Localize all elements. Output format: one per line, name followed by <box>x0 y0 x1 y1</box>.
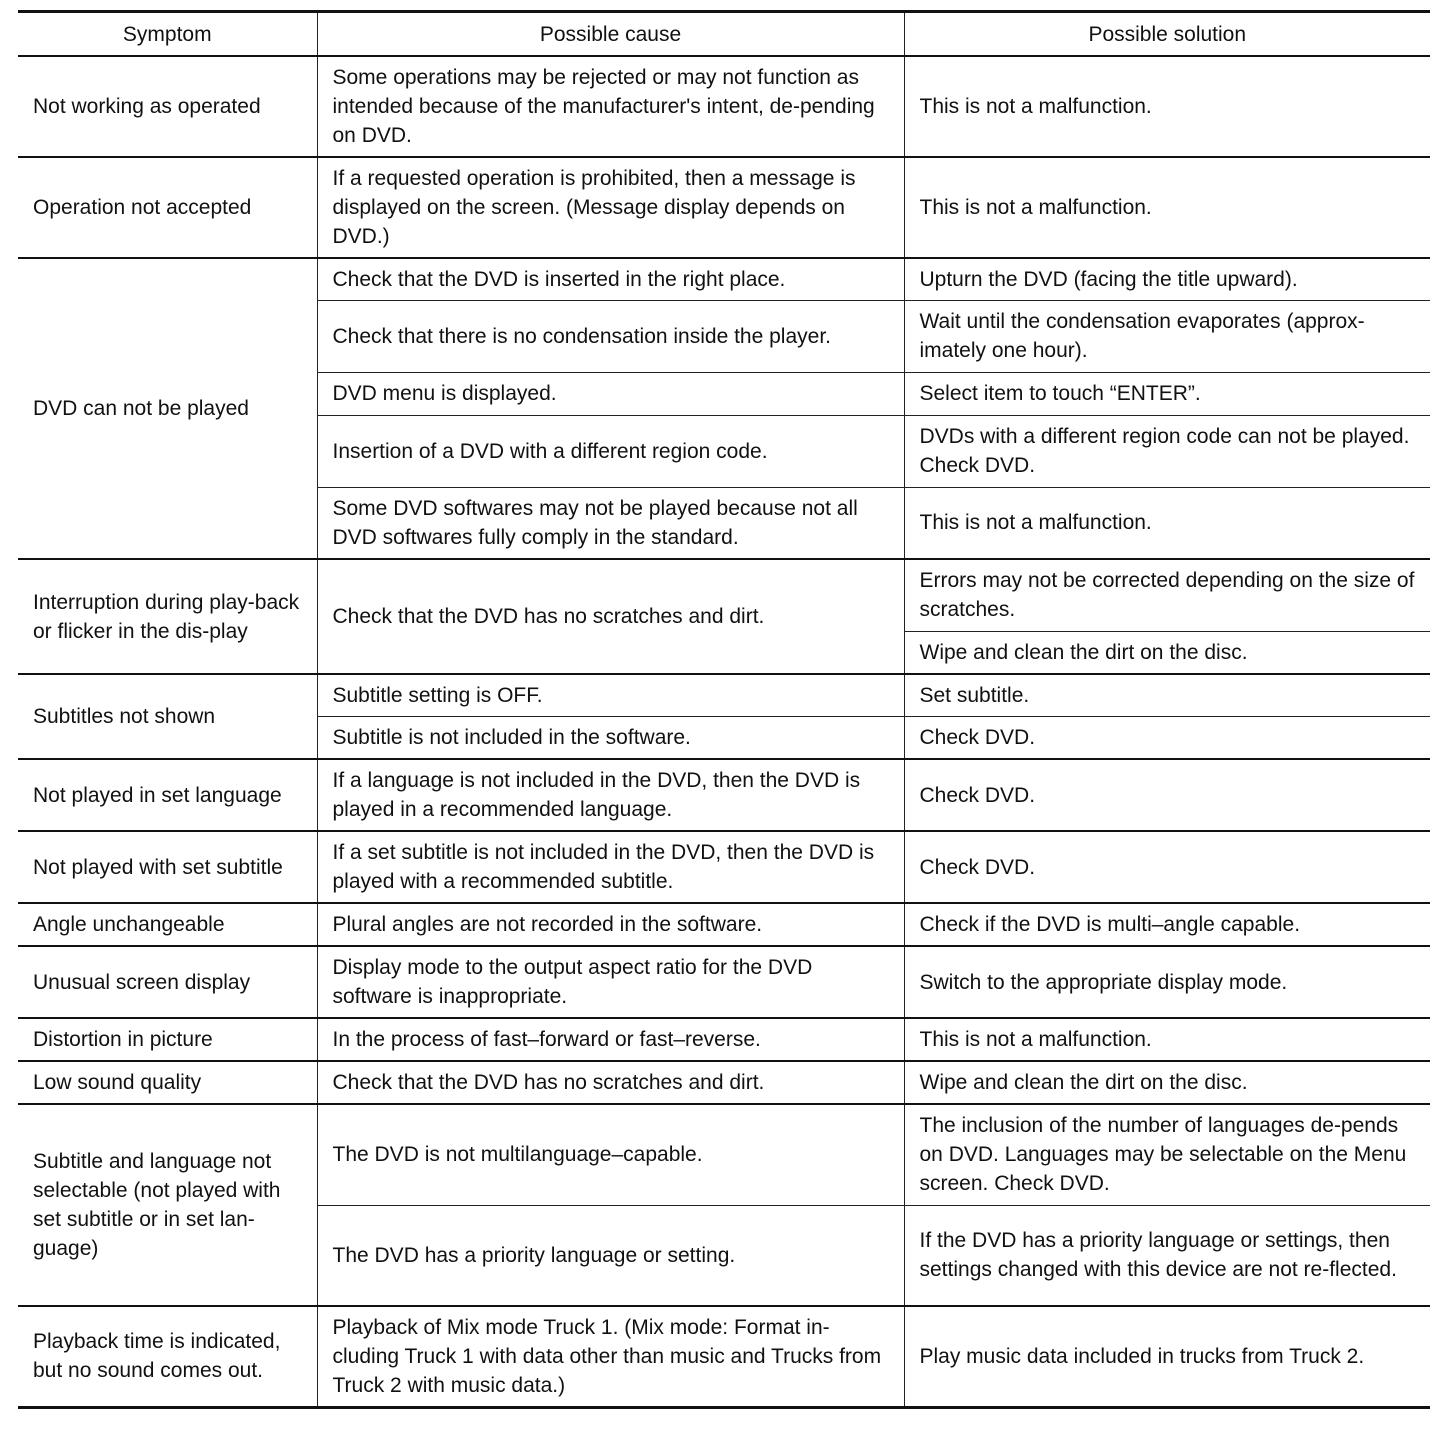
solution-cell: This is not a malfunction. <box>904 487 1430 559</box>
table-row <box>18 674 1430 716</box>
symptom-cell: Low sound quality <box>18 1061 317 1104</box>
troubleshooting-table <box>18 10 1430 1409</box>
solution-cell: DVDs with a different region code can not be played. Check DVD. <box>904 415 1430 487</box>
table-row <box>18 1061 1430 1104</box>
cause-cell: If a language is not included in the DVD, then the DVD is played in a recommended language. <box>317 759 904 831</box>
solution-cell: Play music data included in trucks from Truck 2. <box>904 1306 1430 1407</box>
header-symptom: Symptom <box>18 12 317 57</box>
cause-cell: If a set subtitle is not included in the DVD, then the DVD is played with a recommended subtitle. <box>317 831 904 903</box>
solution-cell: Switch to the appropriate display mode. <box>904 946 1430 1018</box>
table-row <box>18 903 1430 946</box>
symptom-cell: Subtitles not shown <box>18 674 317 759</box>
symptom-cell: Unusual screen display <box>18 946 317 1018</box>
table-row <box>18 831 1430 903</box>
symptom-cell: Not working as operated <box>18 56 317 157</box>
solution-cell: Upturn the DVD (facing the title upward). <box>904 258 1430 300</box>
solution-cell: This is not a malfunction. <box>904 1018 1430 1061</box>
solution-cell: Set subtitle. <box>904 674 1430 716</box>
symptom-cell: Distortion in picture <box>18 1018 317 1061</box>
solution-cell: Check DVD. <box>904 716 1430 759</box>
cause-cell: The DVD is not multilanguage–capable. <box>317 1104 904 1205</box>
symptom-cell: Playback time is indicated, but no sound comes out. <box>18 1306 317 1407</box>
solution-cell: Wipe and clean the dirt on the disc. <box>904 631 1430 674</box>
table-row <box>18 56 1430 157</box>
solution-cell: Check if the DVD is multi–angle capable. <box>904 903 1430 946</box>
symptom-cell: Angle unchangeable <box>18 903 317 946</box>
solution-cell: This is not a malfunction. <box>904 56 1430 157</box>
cause-cell: Insertion of a DVD with a different region code. <box>317 415 904 487</box>
table-row <box>18 759 1430 831</box>
cause-cell: Check that there is no condensation inside the player. <box>317 300 904 372</box>
table-row <box>18 559 1430 631</box>
cause-cell: Some DVD softwares may not be played because not all DVD softwares fully comply in the standard. <box>317 487 904 559</box>
solution-cell: This is not a malfunction. <box>904 157 1430 258</box>
cause-cell: Plural angles are not recorded in the software. <box>317 903 904 946</box>
table-row <box>18 1104 1430 1205</box>
cause-cell: DVD menu is displayed. <box>317 372 904 415</box>
cause-cell: The DVD has a priority language or setting. <box>317 1205 904 1306</box>
symptom-cell: Not played with set subtitle <box>18 831 317 903</box>
table-row <box>18 1018 1430 1061</box>
symptom-cell: Interruption during play-back or flicker in the dis-play <box>18 559 317 674</box>
header-possible-cause: Possible cause <box>317 12 904 57</box>
solution-cell: If the DVD has a priority language or settings, then settings changed with this device are not re-flected. <box>904 1205 1430 1306</box>
cause-cell: Display mode to the output aspect ratio for the DVD software is inappropriate. <box>317 946 904 1018</box>
header-row <box>18 12 1430 57</box>
cause-cell: Playback of Mix mode Truck 1. (Mix mode: Format in-cluding Truck 1 with data other than music and Trucks from Truck 2 with music data.) <box>317 1306 904 1407</box>
symptom-cell: Not played in set language <box>18 759 317 831</box>
cause-cell: If a requested operation is prohibited, then a message is displayed on the screen. (Message display depends on DVD.) <box>317 157 904 258</box>
table-row <box>18 258 1430 300</box>
cause-cell: Check that the DVD has no scratches and dirt. <box>317 1061 904 1104</box>
solution-cell: Wipe and clean the dirt on the disc. <box>904 1061 1430 1104</box>
cause-cell: Subtitle setting is OFF. <box>317 674 904 716</box>
solution-cell: Errors may not be corrected depending on the size of scratches. <box>904 559 1430 631</box>
solution-cell: Check DVD. <box>904 831 1430 903</box>
solution-cell: Wait until the condensation evaporates (approx-imately one hour). <box>904 300 1430 372</box>
cause-cell: Check that the DVD is inserted in the right place. <box>317 258 904 300</box>
cause-cell: In the process of fast–forward or fast–reverse. <box>317 1018 904 1061</box>
header-possible-solution: Possible solution <box>904 12 1430 57</box>
cause-cell: Some operations may be rejected or may not function as intended because of the manufacturer's intent, de-pending on DVD. <box>317 56 904 157</box>
symptom-cell: Operation not accepted <box>18 157 317 258</box>
table-row <box>18 946 1430 1018</box>
symptom-cell: Subtitle and language not selectable (not played with set subtitle or in set lan-guage) <box>18 1104 317 1306</box>
table-row <box>18 1306 1430 1407</box>
table-row <box>18 157 1430 258</box>
solution-cell: Select item to touch “ENTER”. <box>904 372 1430 415</box>
cause-cell: Check that the DVD has no scratches and dirt. <box>317 559 904 674</box>
solution-cell: Check DVD. <box>904 759 1430 831</box>
symptom-cell: DVD can not be played <box>18 258 317 559</box>
cause-cell: Subtitle is not included in the software. <box>317 716 904 759</box>
solution-cell: The inclusion of the number of languages de-pends on DVD. Languages may be selectable on the Menu screen. Check DVD. <box>904 1104 1430 1205</box>
